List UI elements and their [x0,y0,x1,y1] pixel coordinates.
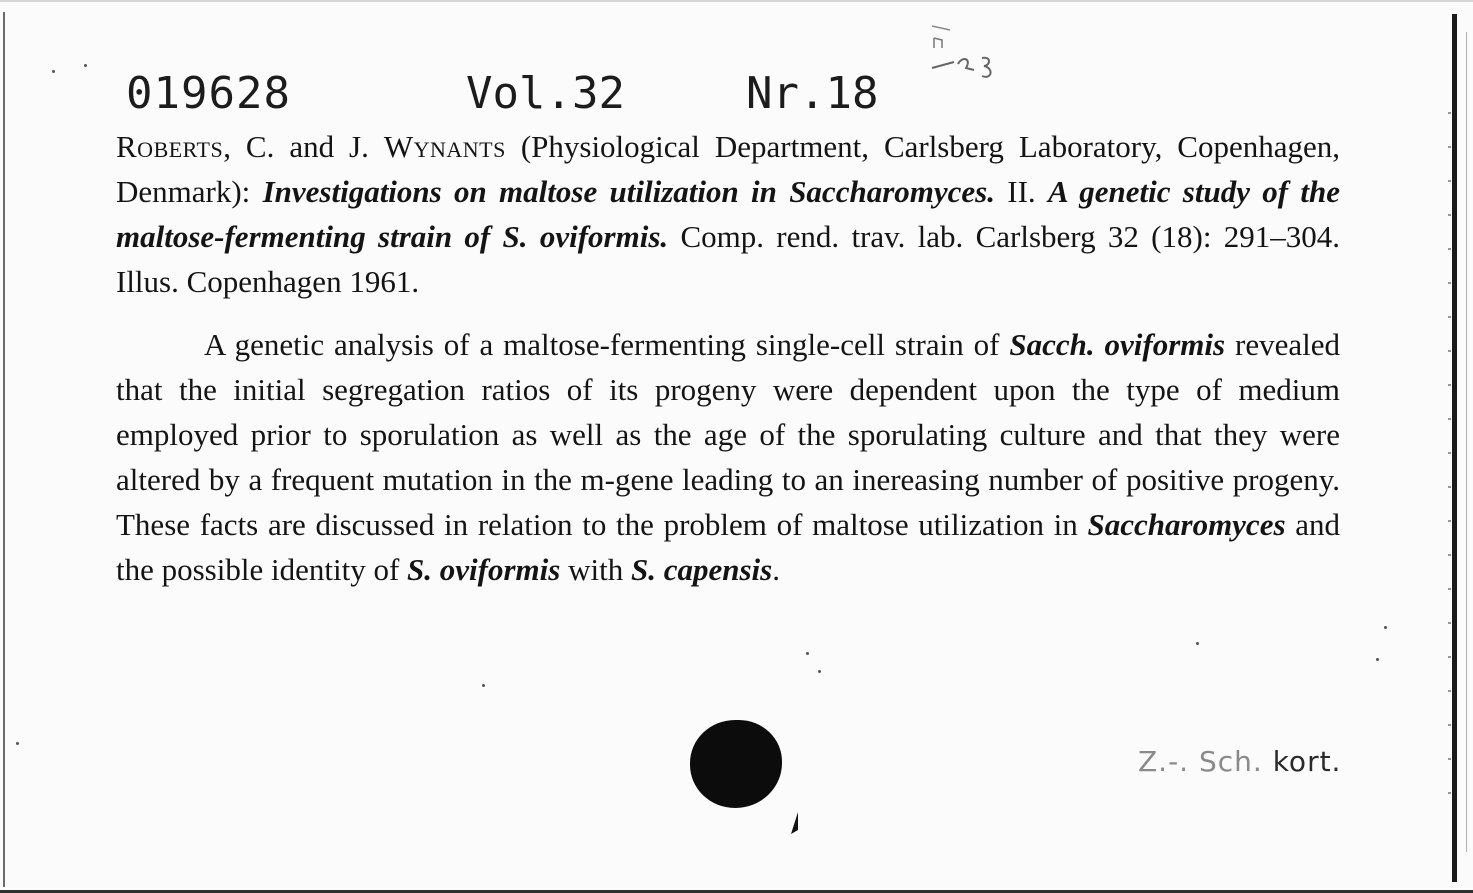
series-number: II. [994,174,1048,209]
species-name: Sacch. oviformis [1009,327,1226,362]
abstract-segment: with [560,552,631,587]
footer-note [1138,742,1341,782]
footer-note-faint: Z.-. Sch. [1138,745,1263,778]
abstract-segment: A genetic analysis of a maltose-fermenting single-cell strain of [204,327,1010,362]
abstract-segment: and the possible identity of [116,507,1340,587]
volume-label: Vol.32 [466,68,625,119]
ink-tick-mark [788,810,802,838]
species-name: S. oviformis [407,552,561,587]
dust-speck [1196,642,1199,645]
dust-speck [1376,658,1379,661]
abstract-segment: . [772,552,780,587]
dust-speck [52,70,55,73]
author-wynants: Wynants [383,129,506,164]
accession-number: 019628 [126,68,291,119]
dust-speck [1384,626,1387,629]
dust-speck [482,684,485,687]
abstract-text [116,322,1340,592]
species-name: S. capensis [630,552,773,587]
author-connector: , C. and J. [223,129,384,164]
footer-note-strong: kort. [1272,745,1342,778]
card-right-edge-line [1466,32,1467,852]
genus-name: Saccharomyces [1087,507,1286,542]
article-title-part2: A genetic study of the maltose-fermenting strain of S. oviformis. [116,174,1340,254]
dust-speck [84,64,87,67]
dust-speck [806,652,809,655]
card-right-edge [1452,14,1457,882]
issue-number: Nr.18 [746,68,879,119]
card-left-edge [3,12,5,887]
article-title-part1: Investigations on maltose utilization in Saccharomyces. [262,174,995,209]
publication-source: Comp. rend. trav. lab. Carlsberg 32 (18): 291–304. Illus. Copenhagen 1961. [116,219,1340,299]
card-edge-specks [1448,112,1451,812]
citation-text [116,124,1340,304]
author-roberts: Roberts [116,129,224,164]
dust-speck [818,670,821,673]
affiliation: (Physiological Department, Carlsberg Laboratory, Copenhagen, Denmark): [116,129,1341,209]
punch-hole [690,720,782,808]
pencil-annotation-mark [928,22,1008,92]
dust-speck [16,742,19,745]
abstract-segment: revealed that the initial segregation ratios of its progeny were dependent upon the type of medium employed prior to sporulation as well as the age of the sporulating culture and that they were altered by a frequent mutation in the m-gene leading to an inereasing number of positive progeny. These facts are discussed in relation to the problem of maltose utilization in [116,327,1340,542]
